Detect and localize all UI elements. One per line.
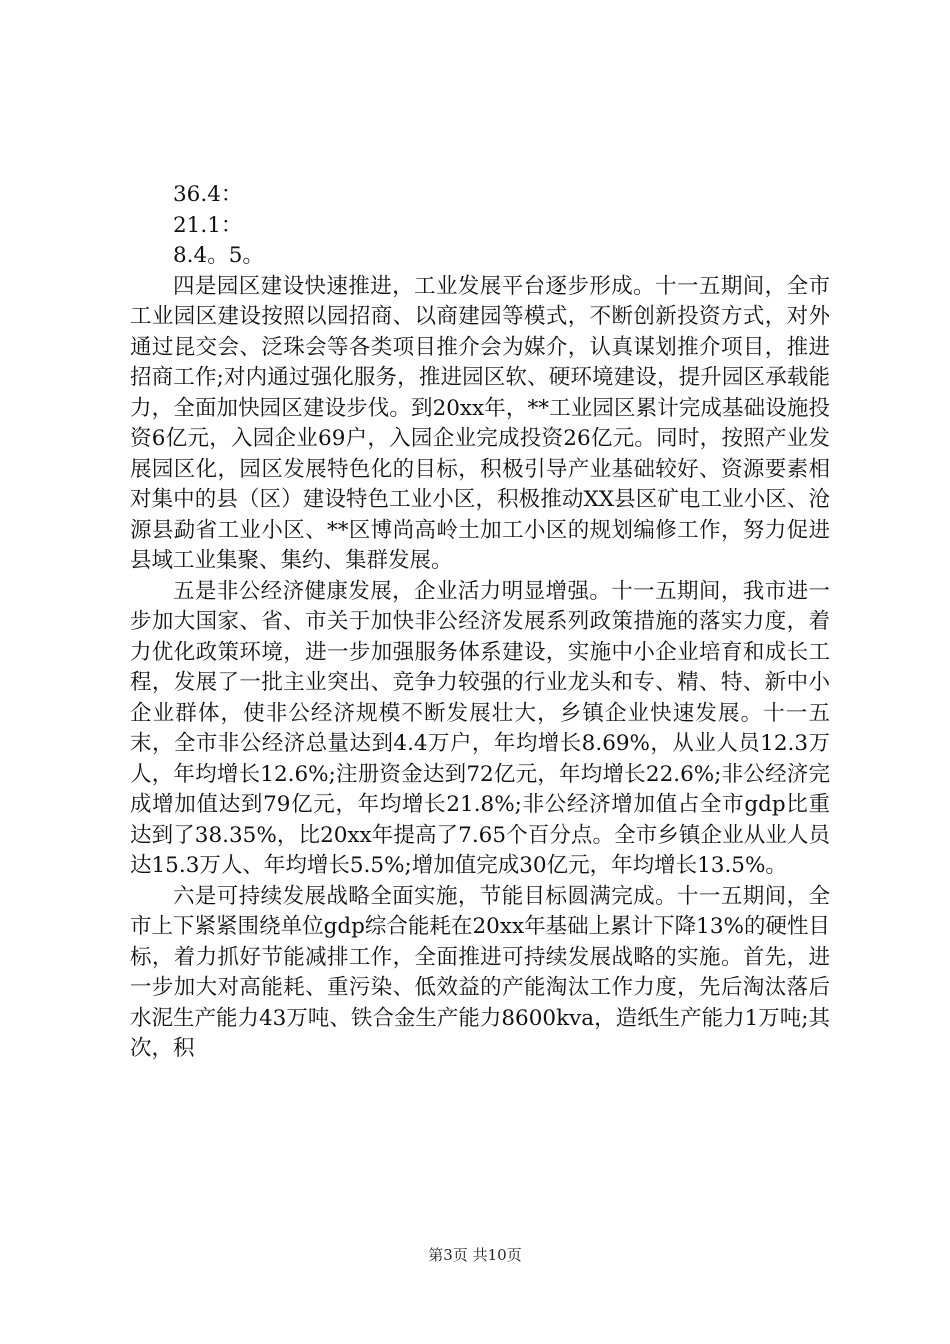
text-line: 21.1：: [173, 212, 243, 238]
document-body: [130, 180, 830, 1065]
paragraph-non-public-economy: 五是非公经济健康发展，企业活力明显增强。十一五期间，我市进一步加大国家、省、市关于加快非公经济发展系列政策措施的落实力度，着力优化政策环境，进一步加强服务体系建设，实施中小企业培育和成长工程，发展了一批主业突出、竞争力较强的行业龙头和专、精、特、新中小企业群体，使非公经济规模不断发展壮大，乡镇企业快速发展。十一五末，全市非公经济总量达到4.4万户，年均增长8.69%，从业人员12.3万人，年均增长12.6%;注册资金达到72亿元，年均增长22.6%;非公经济完成增加值达到79亿元，年均增长21.8%;非公经济增加值占全市gdp比重达到了38.35%，比20xx年提高了7.65个百分点。全市乡镇企业从业人员达15.3万人、年均增长5.5%;增加值完成30亿元，年均增长13.5%。: [130, 578, 830, 878]
paragraph-sustainable-development: 六是可持续发展战略全面实施，节能目标圆满完成。十一五期间，全市上下紧紧围绕单位gdp综合能耗在20xx年基础上累计下降13%的硬性目标，着力抓好节能减排工作，全面推进可持续发展战略的实施。首先，进一步加大对高能耗、重污染、低效益的产能淘汰工作力度，先后淘汰落后水泥生产能力43万吨、铁合金生产能力8600kva，造纸生产能力1万吨;其次，积: [130, 883, 830, 1061]
text-line: 8.4。5。: [173, 243, 264, 268]
text-line: 36.4：: [173, 182, 243, 207]
paragraph-industrial-parks: 四是园区建设快速推进，工业发展平台逐步形成。十一五期间，全市工业园区建设按照以园招商、以商建园等模式，不断创新投资方式，对外通过昆交会、泛珠会等各类项目推介会为媒介，认真谋划推介项目，推进招商工作;对内通过强化服务，推进园区软、硬环境建设，提升园区承载能力，全面加快园区建设步伐。到20xx年，**工业园区累计完成基础设施投资6亿元，入园企业69户，入园企业完成投资26亿元。同时，按照产业发展园区化，园区发展特色化的目标，积极引导产业基础较好、资源要素相对集中的县（区）建设特色工业小区，积极推动XX县区矿电工业小区、沧源县勐省工业小区、**区博尚高岭土加工小区的规划编修工作，努力促进县域工业集聚、集约、集群发展。: [130, 273, 830, 573]
page-footer: 第3页 共10页: [428, 1246, 522, 1264]
